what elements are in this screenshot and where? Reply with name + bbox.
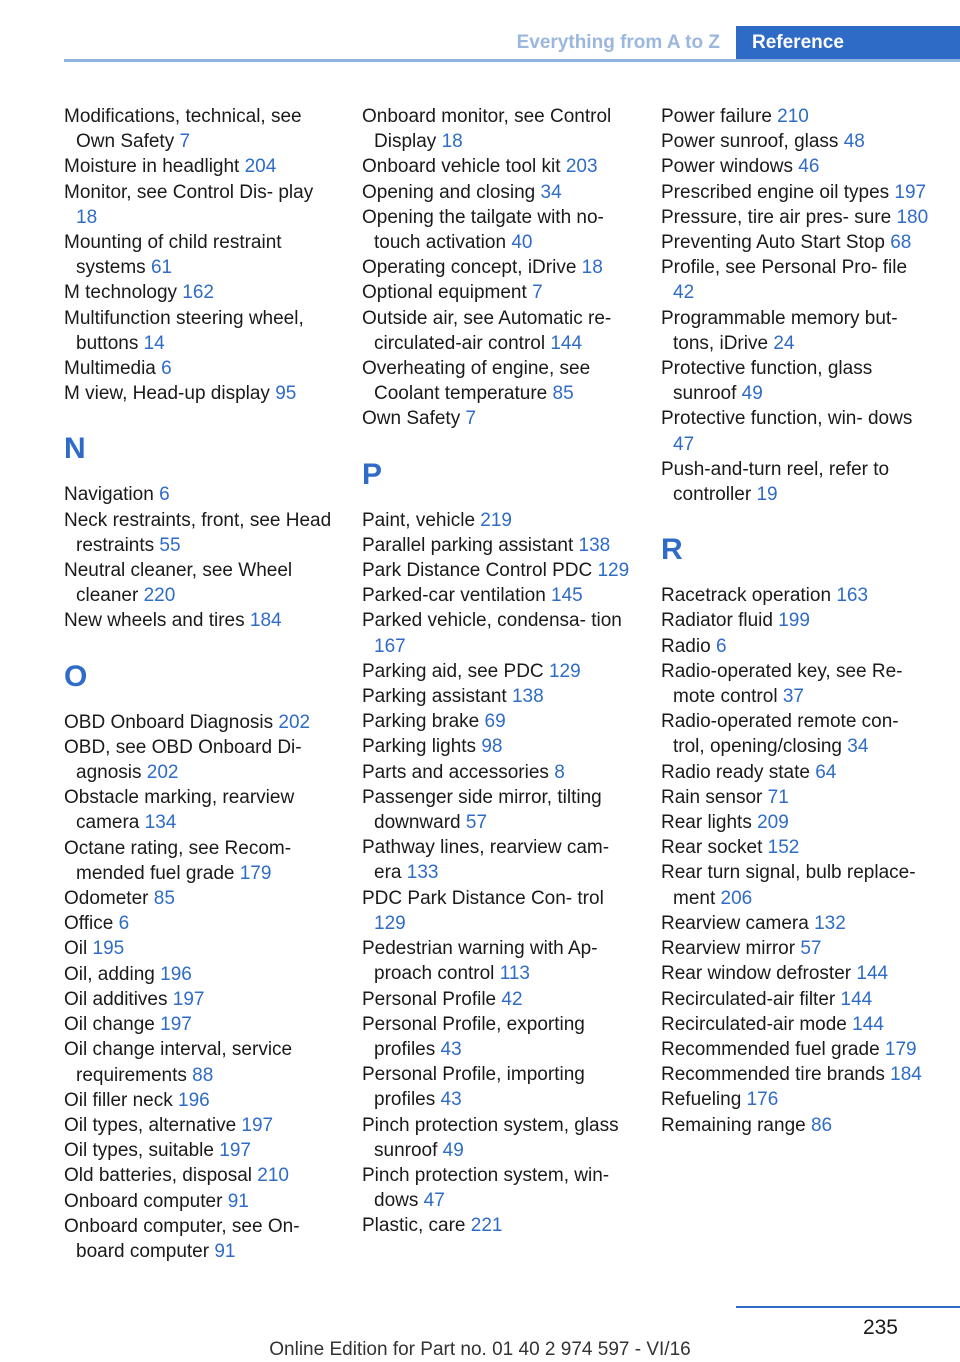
index-entry bbox=[661, 987, 933, 1012]
index-entry-text: Onboard vehicle tool kit bbox=[362, 156, 561, 178]
index-page-link[interactable]: 98 bbox=[481, 736, 503, 758]
index-entry-text: Multifunction steering wheel, buttons bbox=[64, 307, 304, 354]
index-entry bbox=[661, 1012, 933, 1037]
index-page-link[interactable]: 196 bbox=[160, 963, 192, 985]
index-entry-text: Oil types, alternative bbox=[64, 1114, 237, 1136]
index-page-link[interactable]: 144 bbox=[856, 963, 889, 985]
index-page-link[interactable]: 7 bbox=[465, 408, 477, 430]
index-page-link[interactable]: 61 bbox=[150, 257, 173, 279]
index-entry-text: Opening and closing bbox=[362, 181, 536, 203]
index-entry bbox=[661, 406, 933, 456]
index-entry-text: Optional equipment bbox=[362, 282, 527, 304]
index-entry bbox=[661, 104, 933, 129]
index-page-link[interactable]: 43 bbox=[440, 1038, 462, 1060]
index-page-link[interactable]: 132 bbox=[814, 912, 846, 934]
index-page-link[interactable]: 197 bbox=[160, 1014, 192, 1036]
index-page-link[interactable]: 199 bbox=[778, 610, 810, 632]
index-entry-text: Preventing Auto Start Stop bbox=[661, 232, 885, 254]
index-page-link[interactable]: 145 bbox=[551, 585, 583, 607]
index-entry-text: Operating concept, iDrive bbox=[362, 257, 577, 279]
index-entry-text: Personal Profile, exporting profiles bbox=[362, 1013, 585, 1060]
index-entry-text: Power windows bbox=[661, 156, 793, 178]
index-entry bbox=[362, 205, 634, 255]
index-entry bbox=[362, 508, 634, 533]
index-page-link[interactable]: 6 bbox=[159, 484, 170, 506]
index-entry bbox=[661, 205, 933, 230]
index-page-link[interactable]: 18 bbox=[581, 257, 603, 279]
index-entry-text: Rear turn signal, bulb replace‐ ment bbox=[661, 862, 916, 909]
index-page-link[interactable]: 206 bbox=[720, 887, 753, 909]
index-entry bbox=[661, 709, 933, 759]
index-entry-text: Pedestrian warning with Ap‐ proach control bbox=[362, 938, 598, 985]
index-entry bbox=[64, 1189, 336, 1214]
index-page-link[interactable]: 88 bbox=[192, 1064, 214, 1086]
index-page-link[interactable]: 91 bbox=[227, 1190, 249, 1212]
index-entry-text: Plastic, care bbox=[362, 1215, 466, 1237]
index-page-link[interactable]: 144 bbox=[550, 332, 583, 354]
index-entry bbox=[661, 1062, 933, 1087]
index-entry-text: Rain sensor bbox=[661, 786, 763, 808]
index-entry-text: Protective function, win‐ dows bbox=[661, 408, 913, 430]
index-entry bbox=[362, 886, 634, 936]
index-entry-text: Oil change interval, service requirements bbox=[64, 1039, 293, 1086]
index-page-link[interactable]: 138 bbox=[511, 686, 544, 708]
index-page-link[interactable]: 202 bbox=[146, 762, 179, 784]
header-rule bbox=[64, 59, 960, 62]
index-entry-text: Outside air, see Automatic re‐ circulated-air control bbox=[362, 307, 612, 354]
index-page-link[interactable]: 129 bbox=[548, 660, 581, 682]
index-entry bbox=[362, 734, 634, 759]
index-entry bbox=[661, 306, 933, 356]
index-page-link[interactable]: 129 bbox=[597, 560, 630, 582]
index-entry-text: Parking aid, see PDC bbox=[362, 660, 544, 682]
index-entry bbox=[64, 962, 336, 987]
index-entry bbox=[661, 154, 933, 179]
index-entry-text: Onboard monitor, see Control Display bbox=[362, 106, 612, 153]
index-entry-text: Pinch protection system, glass sunroof bbox=[362, 1114, 619, 1161]
index-page-link[interactable]: 195 bbox=[92, 938, 125, 960]
index-entry bbox=[64, 356, 336, 381]
index-entry bbox=[64, 180, 336, 230]
index-entry-text: Pinch protection system, win‐ dows bbox=[362, 1164, 610, 1212]
index-page-link[interactable]: 47 bbox=[673, 433, 695, 455]
index-entry-text: Parked vehicle, condensa‐ tion bbox=[362, 610, 622, 632]
index-entry bbox=[661, 760, 933, 785]
index-entry bbox=[362, 1012, 634, 1062]
index-entry-text: Moisture in headlight bbox=[64, 156, 240, 178]
index-entry bbox=[661, 860, 933, 910]
index-page-link[interactable]: 34 bbox=[540, 181, 562, 203]
index-entry-text: Parking lights bbox=[362, 736, 477, 758]
index-page-link[interactable]: 209 bbox=[757, 812, 789, 834]
index-page-link[interactable]: 202 bbox=[278, 711, 311, 733]
index-page-link[interactable]: 6 bbox=[715, 635, 727, 657]
index-entry-text: Monitor, see Control Dis‐ play bbox=[64, 181, 314, 203]
index-page-link[interactable]: 64 bbox=[815, 761, 837, 783]
index-page-link[interactable]: 34 bbox=[847, 736, 869, 758]
index-entry-text: Parking assistant bbox=[362, 686, 507, 708]
index-entry-text: Office bbox=[64, 913, 114, 935]
index-page-link[interactable]: 86 bbox=[810, 1114, 833, 1136]
index-entry bbox=[64, 306, 336, 356]
index-entry bbox=[64, 987, 336, 1012]
index-entry-text: Racetrack operation bbox=[661, 585, 832, 607]
index-entry-text: Recirculated-air mode bbox=[661, 1013, 847, 1035]
index-entry bbox=[362, 280, 634, 305]
index-entry bbox=[362, 1062, 634, 1112]
index-page-link[interactable]: 24 bbox=[773, 332, 795, 354]
index-entry-text: Navigation bbox=[64, 484, 154, 506]
index-entry bbox=[661, 961, 933, 986]
index-entry bbox=[64, 154, 336, 179]
index-entry-text: Neck restraints, front, see Head restraints bbox=[64, 509, 332, 556]
index-entry-text: PDC Park Distance Con‐ trol bbox=[362, 887, 604, 909]
index-entry-text: Pressure, tire air pres‐ sure bbox=[661, 206, 892, 228]
index-entry-text: Oil additives bbox=[64, 988, 168, 1010]
index-entry-text: Oil types, suitable bbox=[64, 1140, 214, 1162]
index-entry bbox=[362, 936, 634, 986]
index-page-link[interactable]: 210 bbox=[257, 1165, 289, 1187]
index-page-link[interactable]: 48 bbox=[843, 131, 865, 153]
index-entry bbox=[661, 634, 933, 659]
index-page-link[interactable]: 144 bbox=[840, 988, 873, 1010]
index-entry bbox=[64, 1113, 336, 1138]
index-page-link[interactable]: 167 bbox=[374, 635, 406, 657]
index-entry bbox=[64, 558, 336, 608]
index-page-link[interactable]: 85 bbox=[552, 383, 574, 405]
index-entry bbox=[64, 710, 336, 735]
index-page-link[interactable]: 179 bbox=[239, 862, 272, 884]
index-entry bbox=[362, 1213, 634, 1238]
index-entry bbox=[64, 886, 336, 911]
index-page-link[interactable]: 163 bbox=[836, 585, 869, 607]
index-page-link[interactable]: 57 bbox=[800, 938, 822, 960]
index-entry-text: Remaining range bbox=[661, 1114, 806, 1136]
index-entry-text: Rearview mirror bbox=[661, 938, 796, 960]
index-entry bbox=[362, 1113, 634, 1163]
index-entry bbox=[64, 608, 336, 633]
index-entry-text: Push-and-turn reel, refer to controller bbox=[661, 458, 890, 506]
index-entry bbox=[362, 684, 634, 709]
index-page-link[interactable]: 85 bbox=[153, 888, 175, 910]
index-page-link[interactable]: 91 bbox=[214, 1240, 236, 1262]
index-entry bbox=[64, 735, 336, 785]
index-entry-text: OBD, see OBD Onboard Di‐ agnosis bbox=[64, 736, 302, 784]
index-entry bbox=[362, 760, 634, 785]
index-page-link[interactable]: 196 bbox=[178, 1089, 210, 1111]
index-entry bbox=[64, 1163, 336, 1188]
index-entry bbox=[64, 104, 336, 154]
index-entry bbox=[661, 230, 933, 255]
index-page-link[interactable]: 197 bbox=[241, 1114, 274, 1136]
index-page-link[interactable]: 14 bbox=[143, 332, 165, 354]
index-entry-text: Octane rating, see Recom‐ mended fuel grade bbox=[64, 837, 292, 884]
index-entry-text: Paint, vehicle bbox=[362, 509, 476, 531]
index-page-link[interactable]: 138 bbox=[578, 534, 611, 556]
index-page-link[interactable]: 37 bbox=[782, 686, 804, 708]
index-page-link[interactable]: 219 bbox=[480, 509, 512, 531]
index-entry bbox=[362, 104, 634, 154]
index-entry-text: Pathway lines, rearview cam‐ era bbox=[362, 837, 610, 884]
index-entry bbox=[661, 911, 933, 936]
index-page-link[interactable]: 8 bbox=[554, 761, 565, 783]
index-entry bbox=[64, 381, 336, 406]
index-entry bbox=[661, 180, 933, 205]
index-entry bbox=[362, 835, 634, 885]
index-entry-text: Programmable memory but‐ tons, iDrive bbox=[661, 307, 898, 354]
index-letter-heading: O bbox=[64, 659, 88, 693]
index-page-link[interactable]: 57 bbox=[465, 812, 488, 834]
index-entry bbox=[362, 709, 634, 734]
index-page-link[interactable]: 179 bbox=[884, 1038, 917, 1060]
index-entry bbox=[64, 482, 336, 507]
index-page-link[interactable]: 197 bbox=[172, 988, 205, 1010]
index-page-link[interactable]: 176 bbox=[746, 1089, 779, 1111]
index-entry bbox=[661, 255, 933, 305]
index-letter-heading: N bbox=[64, 432, 86, 466]
index-page-link[interactable]: 43 bbox=[440, 1089, 462, 1111]
index-page-link[interactable]: 7 bbox=[532, 282, 543, 304]
index-entry bbox=[661, 1113, 933, 1138]
index-page-link[interactable]: 184 bbox=[890, 1064, 922, 1086]
index-letter-heading: R bbox=[661, 533, 683, 567]
index-entry-text: Park Distance Control PDC bbox=[362, 560, 593, 582]
index-entry bbox=[661, 785, 933, 810]
index-entry-text: Onboard computer bbox=[64, 1190, 223, 1212]
page-number: 235 bbox=[862, 1316, 898, 1339]
index-entry-text: Power sunroof, glass bbox=[661, 131, 839, 153]
index-entry-text: Mounting of child restraint systems bbox=[64, 232, 282, 279]
index-entry-text: Radio bbox=[661, 635, 711, 657]
index-page-link[interactable]: 204 bbox=[244, 156, 277, 178]
index-entry-text: New wheels and tires bbox=[64, 610, 245, 632]
index-page-link[interactable]: 7 bbox=[179, 131, 191, 153]
index-entry bbox=[64, 1088, 336, 1113]
index-entry-text: Recommended fuel grade bbox=[661, 1038, 880, 1060]
index-entry bbox=[362, 987, 634, 1012]
header-tab-reference: Reference bbox=[736, 26, 960, 62]
index-entry bbox=[362, 533, 634, 558]
footer-rule bbox=[736, 1306, 960, 1308]
index-entry bbox=[64, 911, 336, 936]
index-page-link[interactable]: 18 bbox=[76, 206, 98, 228]
index-entry bbox=[661, 356, 933, 406]
index-entry-text: Multimedia bbox=[64, 358, 156, 380]
index-entry-text: Radio-operated remote con‐ trol, opening/closing bbox=[661, 711, 899, 758]
index-entry bbox=[64, 936, 336, 961]
index-entry-text: Power failure bbox=[661, 106, 772, 127]
index-entry-text: Radiator fluid bbox=[661, 610, 773, 632]
index-entry-text: Profile, see Personal Pro‐ file bbox=[661, 257, 908, 279]
index-entry bbox=[362, 406, 634, 431]
index-page-link[interactable]: 42 bbox=[501, 988, 523, 1010]
index-entry bbox=[64, 280, 336, 305]
index-entry bbox=[64, 508, 336, 558]
index-page-link[interactable]: 197 bbox=[219, 1140, 251, 1162]
index-entry-text: Oil bbox=[64, 938, 88, 960]
index-page-link[interactable]: 184 bbox=[249, 610, 282, 632]
index-page-link[interactable]: 144 bbox=[852, 1013, 884, 1035]
index-entry-text: Opening the tailgate with no- touch activation bbox=[362, 206, 604, 254]
index-entry-text: Parallel parking assistant bbox=[362, 534, 574, 556]
index-entry-text: Radio-operated key, see Re‐ mote control bbox=[661, 660, 903, 708]
index-entry bbox=[362, 659, 634, 684]
index-entry-text: Oil change bbox=[64, 1014, 155, 1036]
index-page-link[interactable]: 6 bbox=[161, 358, 172, 380]
index-page-link[interactable]: 6 bbox=[118, 913, 130, 935]
index-entry bbox=[661, 608, 933, 633]
index-page-link[interactable]: 71 bbox=[767, 786, 789, 808]
index-page-link[interactable]: 152 bbox=[767, 837, 800, 859]
index-page-link[interactable]: 40 bbox=[511, 232, 533, 254]
index-entry bbox=[362, 356, 634, 406]
index-entry bbox=[64, 1214, 336, 1264]
index-entry-text: M technology bbox=[64, 282, 178, 304]
index-page-link[interactable]: 18 bbox=[441, 131, 463, 153]
index-entry-text: Parked-car ventilation bbox=[362, 585, 546, 607]
index-entry bbox=[661, 936, 933, 961]
index-entry bbox=[362, 180, 634, 205]
index-entry bbox=[362, 154, 634, 179]
index-page-link[interactable]: 69 bbox=[484, 711, 506, 733]
index-entry bbox=[362, 255, 634, 280]
index-entry bbox=[661, 810, 933, 835]
index-entry-text: Overheating of engine, see Coolant temperature bbox=[362, 358, 591, 405]
index-page-link[interactable]: 133 bbox=[406, 862, 439, 884]
index-entry bbox=[64, 230, 336, 280]
page-header bbox=[64, 26, 960, 62]
index-page-link[interactable]: 203 bbox=[565, 156, 598, 178]
index-column-3 bbox=[661, 104, 933, 1138]
index-entry-text: Personal Profile, importing profiles bbox=[362, 1064, 585, 1111]
index-entry bbox=[64, 1012, 336, 1037]
index-entry-text: Radio ready state bbox=[661, 761, 810, 783]
index-entry-text: Refueling bbox=[661, 1089, 742, 1111]
index-entry-text: Neutral cleaner, see Wheel cleaner bbox=[64, 560, 293, 607]
index-entry-text: Personal Profile bbox=[362, 988, 497, 1010]
index-entry-text: Obstacle marking, rearview camera bbox=[64, 787, 295, 834]
index-entry-text: Oil filler neck bbox=[64, 1089, 173, 1111]
index-entry bbox=[64, 785, 336, 835]
index-page-link[interactable]: 129 bbox=[374, 912, 406, 934]
index-page-link[interactable]: 42 bbox=[673, 282, 695, 304]
index-page-link[interactable]: 19 bbox=[756, 484, 778, 506]
index-entry-text: Odometer bbox=[64, 888, 149, 910]
index-entry-text: Passenger side mirror, tilting downward bbox=[362, 786, 602, 834]
index-entry bbox=[661, 835, 933, 860]
index-page-link[interactable]: 68 bbox=[890, 232, 912, 254]
index-entry-text: Prescribed engine oil types bbox=[661, 181, 890, 203]
index-entry bbox=[64, 836, 336, 886]
index-letter-heading: P bbox=[362, 457, 383, 491]
index-column-2 bbox=[362, 104, 634, 1239]
index-page-link[interactable]: 220 bbox=[143, 585, 176, 607]
index-page-link[interactable]: 46 bbox=[798, 156, 820, 178]
index-entry-text: Protective function, glass sunroof bbox=[661, 358, 873, 405]
index-entry-text: Recommended tire brands bbox=[661, 1064, 885, 1086]
index-entry bbox=[64, 1138, 336, 1163]
index-page-link[interactable]: 210 bbox=[777, 106, 809, 127]
index-entry-text: Own Safety bbox=[362, 408, 461, 430]
edition-note: Online Edition for Part no. 01 40 2 974 597 - VI/16 bbox=[269, 1339, 691, 1360]
index-entry bbox=[362, 583, 634, 608]
header-section-title: Everything from A to Z bbox=[516, 32, 720, 53]
index-page-link[interactable]: 49 bbox=[442, 1139, 464, 1161]
index-entry bbox=[362, 608, 634, 658]
index-entry bbox=[64, 1037, 336, 1087]
index-entry-text: Recirculated-air filter bbox=[661, 988, 836, 1010]
index-entry-text: Old batteries, disposal bbox=[64, 1165, 252, 1187]
index-page-link[interactable]: 197 bbox=[894, 181, 927, 203]
index-entry bbox=[362, 785, 634, 835]
index-entry bbox=[661, 1087, 933, 1112]
index-entry-text: Oil, adding bbox=[64, 963, 155, 985]
index-entry-text: Rear window defroster bbox=[661, 963, 852, 985]
index-page-link[interactable]: 180 bbox=[896, 206, 929, 228]
index-entry-text: Parts and accessories bbox=[362, 761, 549, 783]
index-entry bbox=[362, 558, 634, 583]
index-entry-text: Rear lights bbox=[661, 812, 752, 834]
index-page-link[interactable]: 49 bbox=[741, 383, 763, 405]
index-entry-text: M view, Head-up display bbox=[64, 383, 270, 405]
index-entry bbox=[661, 583, 933, 608]
index-entry-text: Parking brake bbox=[362, 711, 480, 733]
index-entry bbox=[362, 306, 634, 356]
index-entry bbox=[661, 659, 933, 709]
index-page-link[interactable]: 113 bbox=[499, 963, 530, 985]
index-entry-text: Modifications, technical, see Own Safety bbox=[64, 106, 302, 153]
index-entry-text: Onboard computer, see On‐ board computer bbox=[64, 1215, 300, 1262]
index-entry-text: OBD Onboard Diagnosis bbox=[64, 711, 274, 733]
index-entry bbox=[661, 1037, 933, 1062]
index-entry-text: Rearview camera bbox=[661, 912, 809, 934]
index-entry bbox=[661, 457, 933, 507]
index-page-link[interactable]: 162 bbox=[182, 282, 214, 304]
index-page-link[interactable]: 221 bbox=[470, 1215, 503, 1237]
index-page-link[interactable]: 95 bbox=[275, 383, 297, 405]
index-entry bbox=[362, 1163, 634, 1213]
index-column-1 bbox=[64, 104, 336, 1264]
index-entry bbox=[661, 129, 933, 154]
index-page-link[interactable]: 47 bbox=[423, 1190, 445, 1212]
index-page-link[interactable]: 134 bbox=[144, 812, 177, 834]
index-page-link[interactable]: 55 bbox=[159, 534, 181, 556]
index-entry-text: Rear socket bbox=[661, 837, 763, 859]
